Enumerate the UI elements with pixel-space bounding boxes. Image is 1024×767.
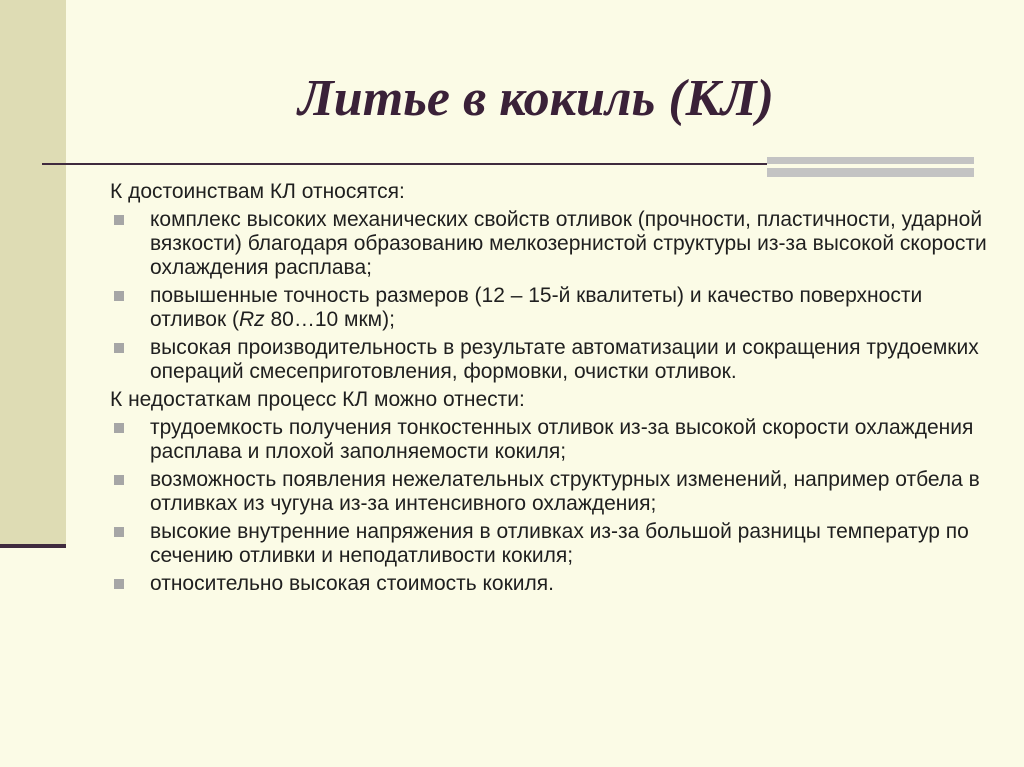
list-item-text: высокие внутренние напряжения в отливках из-за большой разницы температур по сечению отливки и неподатливости кокиля; — [150, 520, 969, 567]
slide-body — [110, 180, 990, 600]
list-item — [110, 336, 990, 384]
disadvantages-list — [110, 416, 990, 596]
square-bullet-icon — [114, 527, 124, 537]
square-bullet-icon — [114, 291, 124, 301]
list-item-text-end: 80…10 мкм); — [264, 308, 395, 331]
list-item-text: высокая производительность в результате автоматизации и сокращения трудоемких операций смесеприготовления, формовки, очистки отливок. — [150, 336, 979, 383]
list-item — [110, 416, 990, 464]
list-item — [110, 468, 990, 516]
square-bullet-icon — [114, 215, 124, 225]
square-bullet-icon — [114, 475, 124, 485]
title-underline — [42, 163, 767, 165]
list-item-text: комплекс высоких механических свойств отливок (прочности, пластичности, ударной вязкости) благодаря образованию мелкозернистой структуры из-за высокой скорости охлаждения расплава; — [150, 208, 987, 279]
advantages-heading: К достоинствам КЛ относятся: — [110, 180, 405, 203]
roughness-symbol: Rz — [238, 308, 265, 331]
list-item-text: трудоемкость получения тонкостенных отливок из-за высокой скорости охлаждения расплава и плохой заполняемости кокиля; — [150, 416, 974, 463]
disadvantages-heading: К недостаткам процесс КЛ можно отнести: — [110, 388, 525, 411]
list-item — [110, 208, 990, 280]
title-gray-bar-top — [767, 157, 974, 164]
left-decor-band — [0, 0, 66, 546]
list-item-text-start: повышенные точность размеров (12 – 15-й квалитеты) и качество поверхности отливок ( — [150, 284, 923, 331]
square-bullet-icon — [114, 579, 124, 589]
advantages-list — [110, 208, 990, 384]
title-gray-bar-bottom — [767, 168, 974, 177]
list-item-text: возможность появления нежелательных структурных изменений, например отбела в отливках из чугуна из-за интенсивного охлаждения; — [150, 468, 980, 515]
square-bullet-icon — [114, 423, 124, 433]
list-item — [110, 572, 990, 596]
left-decor-line — [0, 544, 66, 548]
slide-title: Литье в кокиль (КЛ) — [298, 70, 774, 127]
list-item — [110, 520, 990, 568]
list-item — [110, 284, 990, 332]
square-bullet-icon — [114, 343, 124, 353]
list-item-text: относительно высокая стоимость кокиля. — [150, 572, 554, 595]
